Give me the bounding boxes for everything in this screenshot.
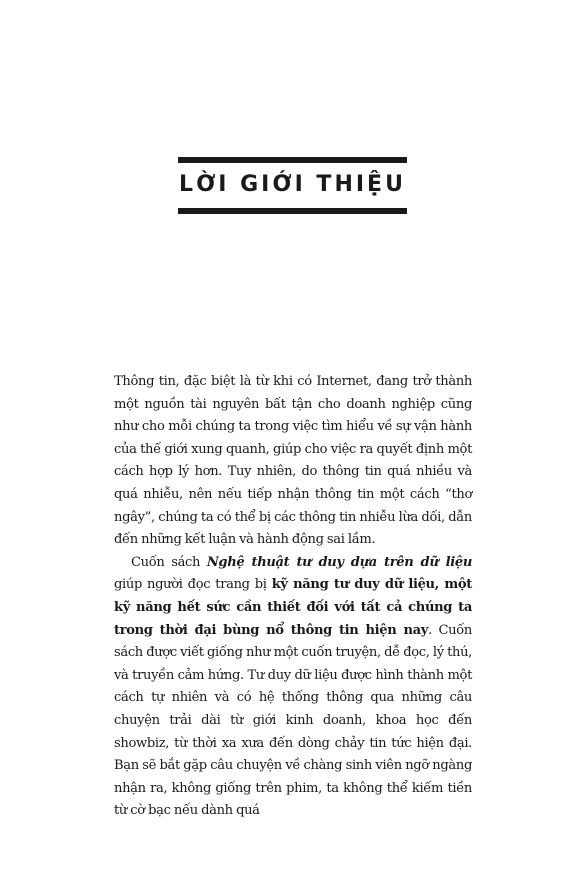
book-title: Nghệ thuật tư duy dựa trên dữ liệu <box>206 554 472 570</box>
paragraph-2-mid: giúp người đọc trang bị <box>114 577 272 593</box>
chapter-title: LỜI GIỚI THIỆU <box>179 172 406 197</box>
paragraph-1: Thông tin, đặc biệt là từ khi có Internet, đang trở thành một nguồn tài nguyên bất tận cho doanh nghiệp cũng như cho mỗi chúng ta trong việc tìm hiểu về sự vận hành của thế giới xung quanh, giúp cho việc ra quyết định một cách hợp lý hơn. Tuy nhiên, do thông tin quá nhiều và quá nhiễu, nên nếu tiếp nhận thông tin một cách “thơ ngây”, chúng ta có thể bị các thông tin nhiễu lừa dối, dẫn đến những kết luận và hành động sai lầm. <box>114 374 472 548</box>
paragraph-2-rest: . Cuốn sách được viết giống như một cuốn truyện, dễ đọc, lý thú, và truyền cảm hứng. Tư duy dữ liệu được hình thành một cách tự nhiên và có hệ thống thông qua những câu chuyện trải dài từ giới kinh doanh, khoa học đến showbiz, từ thời xa xưa đến dòng chảy tin tức hiện đại. Bạn sẽ bắt gặp câu chuyện về chàng sinh viên ngỡ ngàng nhận ra, không giống trên phim, ta không thể kiếm tiền từ cờ bạc nếu dành quá <box>114 622 472 819</box>
paragraph-2-lead: Cuốn sách <box>131 554 207 570</box>
paragraph-2 <box>114 552 472 823</box>
body-text <box>114 371 472 823</box>
heading-bottom-rule <box>178 208 407 214</box>
highlighted-phrase: kỹ năng tư duy dữ liệu, một kỹ năng hết sức cần thiết đối với tất cả chúng ta trong thời đại bùng nổ thông tin hiện nay <box>114 577 472 638</box>
heading-top-rule <box>178 157 407 163</box>
chapter-heading <box>178 157 407 215</box>
